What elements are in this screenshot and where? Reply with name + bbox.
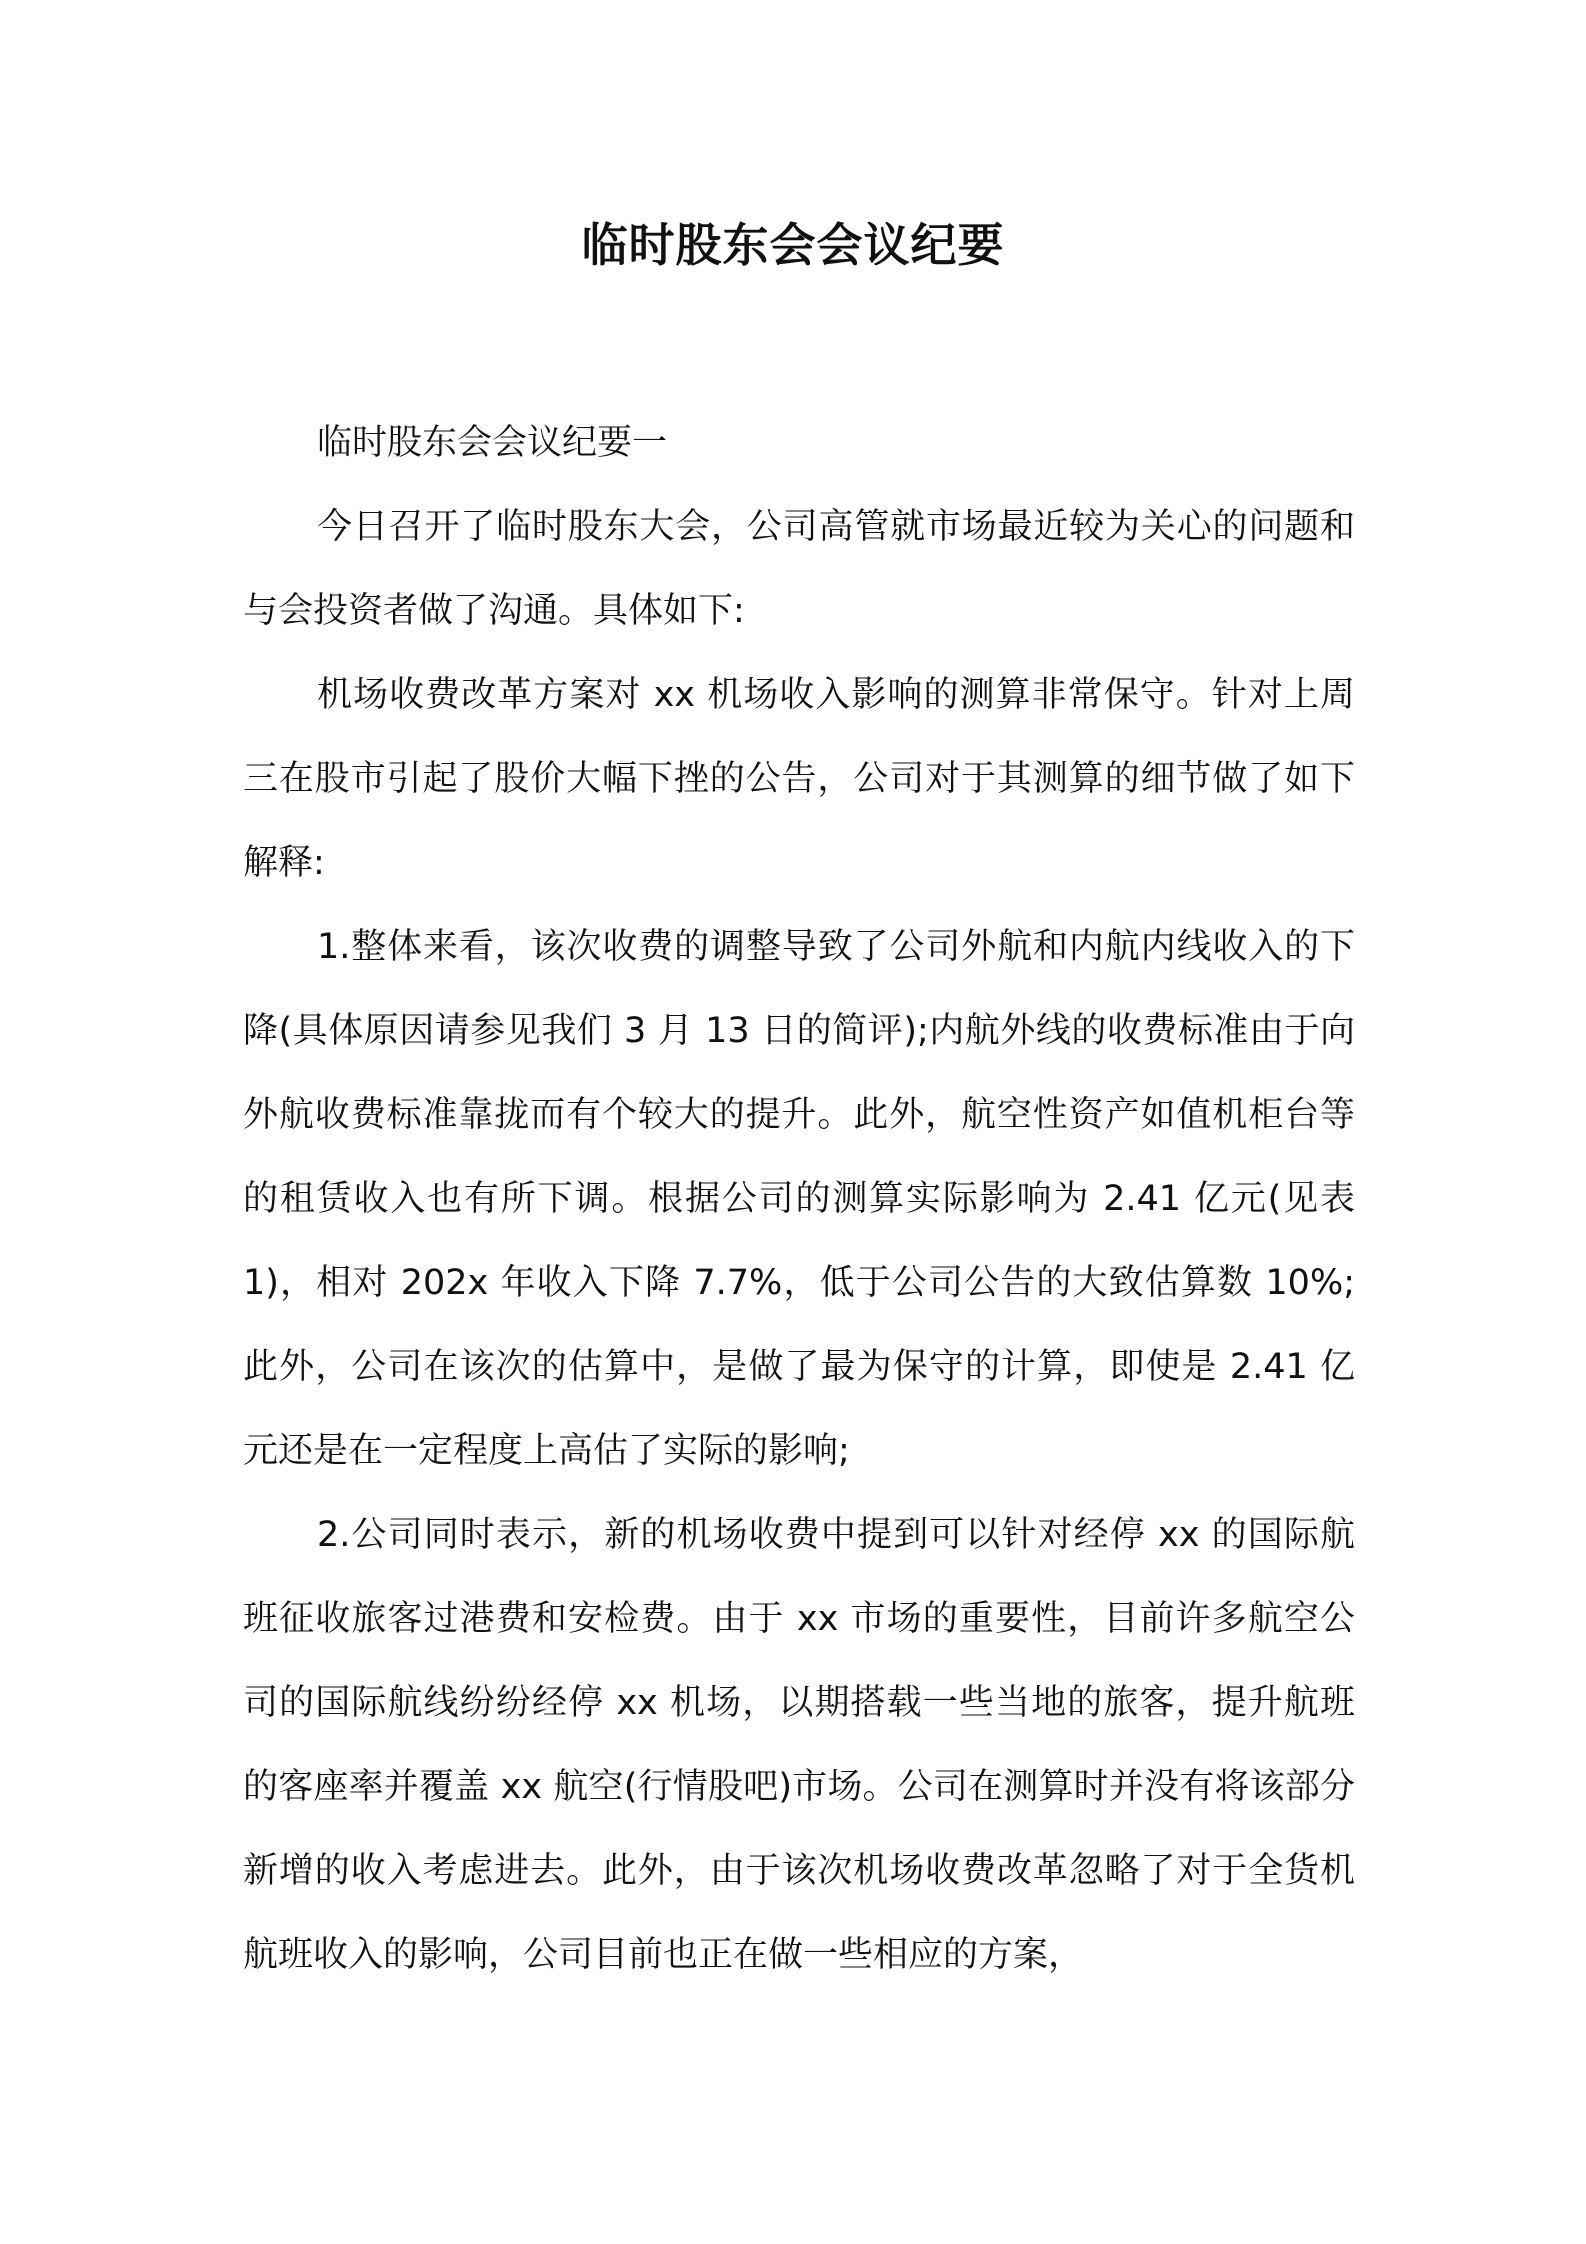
- paragraph-point-1: 1.整体来看，该次收费的调整导致了公司外航和内航内线收入的下降(具体原因请参见我们 3 月 13 日的简评);内航外线的收费标准由于向外航收费标准靠拢而有个较大的提升。此外，航空性资产如值机柜台等的租赁收入也有所下调。根据公司的测算实际影响为 2.41 亿元(见表 1)，相对 202x 年收入下降 7.7%，低于公司公告的大致估算数 10%;此外，公司在该次的估算中，是做了最为保守的计算，即使是 2.41 亿元还是在一定程度上高估了实际的影响;: [243, 927, 1355, 1471]
- document-body: [243, 401, 1355, 1997]
- section-heading: 临时股东会会议纪要一: [317, 423, 668, 463]
- paragraph-point-2: 2.公司同时表示，新的机场收费中提到可以针对经停 xx 的国际航班征收旅客过港费和安检费。由于 xx 市场的重要性，目前许多航空公司的国际航线纷纷经停 xx 机场，以期搭载一些当地的旅客，提升航班的客座率并覆盖 xx 航空(行情股吧)市场。公司在测算时并没有将该部分新增的收入考虑进去。此外，由于该次机场收费改革忽略了对于全货机航班收入的影响，公司目前也正在做一些相应的方案，: [243, 1515, 1355, 1975]
- paragraph-intro: 今日召开了临时股东大会，公司高管就市场最近较为关心的问题和与会投资者做了沟通。具体如下:: [243, 507, 1355, 631]
- paragraph-airport-fee: 机场收费改革方案对 xx 机场收入影响的测算非常保守。针对上周三在股市引起了股价大幅下挫的公告，公司对于其测算的细节做了如下解释:: [243, 675, 1355, 883]
- document-title: 临时股东会会议纪要: [581, 218, 1005, 272]
